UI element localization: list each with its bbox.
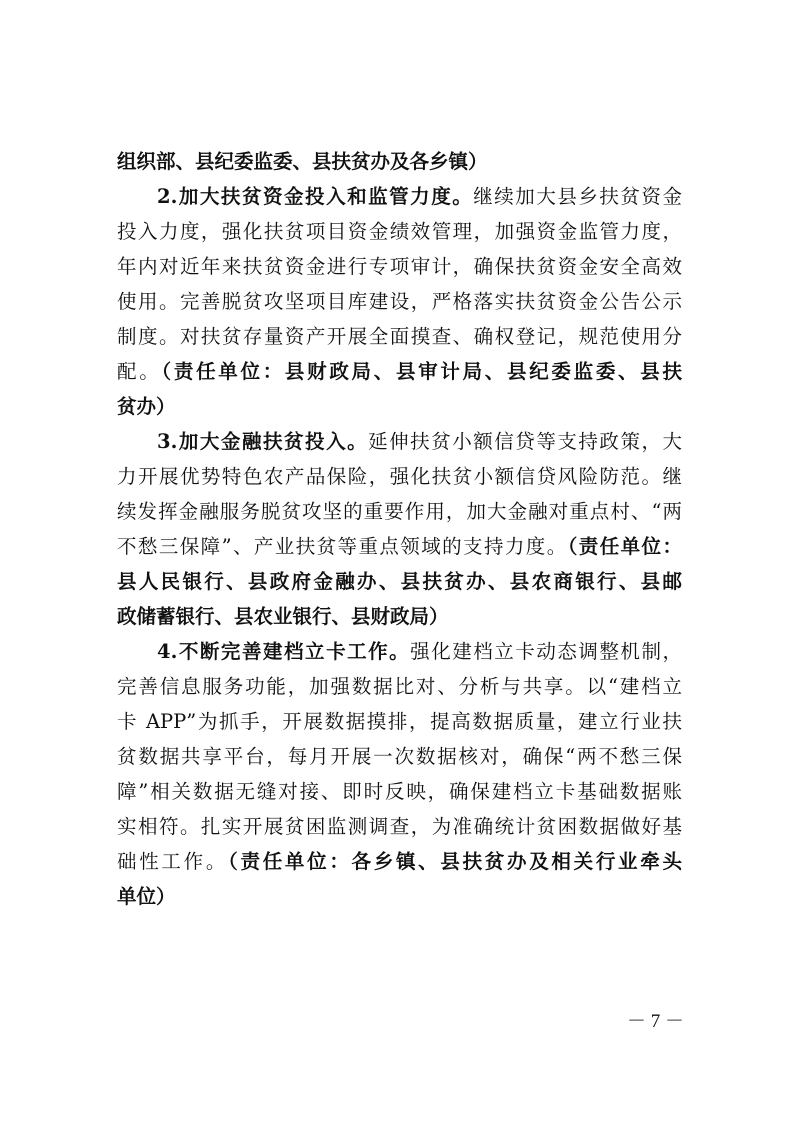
text-line-5 xyxy=(117,285,682,319)
section-3-heading: 3.加大金融扶贫投入。 xyxy=(157,430,369,453)
line-7-text: 配。 xyxy=(117,360,162,383)
responsibility-units-4: （责任单位：各乡镇、县扶贫办及相关行业牵头 xyxy=(228,850,682,873)
line-9-text: 延伸扶贫小额信贷等支持政策，大 xyxy=(368,430,682,453)
text-line-12 xyxy=(117,530,682,564)
line-13-text: 县人民银行、县政府金融办、县扶贫办、县农商银行、县邮 xyxy=(117,570,682,593)
text-line-16 xyxy=(117,670,682,704)
text-line-10 xyxy=(117,460,682,494)
line-22-text: 单位） xyxy=(117,885,176,908)
section-4-heading: 4.不断完善建档立卡工作。 xyxy=(157,640,411,663)
line-12-text: 不愁三保障”、产业扶贫等重点领域的支持力度。 xyxy=(117,535,568,558)
text-line-8 xyxy=(117,390,682,424)
text-line-2 xyxy=(157,180,682,214)
line-21-text: 础性工作。 xyxy=(117,850,229,873)
text-line-11 xyxy=(117,495,682,529)
line-1-text: 组织部、县纪委监委、县扶贫办及各乡镇） xyxy=(117,150,488,173)
line-8-text: 贫办） xyxy=(117,395,176,418)
text-line-21 xyxy=(117,845,682,879)
section-2-heading: 2.加大扶贫资金投入和监管力度。 xyxy=(157,185,474,208)
line-20-text: 实相符。扎实开展贫困监测调查，为准确统计贫困数据做好基 xyxy=(117,815,682,838)
page-number: － 7 － xyxy=(626,1011,684,1032)
text-line-15 xyxy=(157,635,682,669)
line-11-text: 续发挥金融服务脱贫攻坚的重要作用，加大金融对重点村、“两 xyxy=(117,500,682,523)
line-5-text: 使用。完善脱贫攻坚项目库建设，严格落实扶贫资金公告公示 xyxy=(117,290,682,313)
text-line-13 xyxy=(117,565,682,599)
text-line-22 xyxy=(117,880,682,914)
line-19-text: 障”相关数据无缝对接、即时反映，确保建档立卡基础数据账 xyxy=(117,780,682,803)
line-4-text: 年内对近年来扶贫资金进行专项审计，确保扶贫资金安全高效 xyxy=(117,255,682,278)
line-10-text: 力开展优势特色农产品保险，强化扶贫小额信贷风险防范。继 xyxy=(117,465,682,488)
text-line-14 xyxy=(117,600,682,634)
line-14-text: 政储蓄银行、县农业银行、县财政局） xyxy=(117,605,449,628)
line-15-text: 强化建档立卡动态调整机制， xyxy=(410,640,682,663)
line-6-text: 制度。对扶贫存量资产开展全面摸查、确权登记，规范使用分 xyxy=(117,325,682,348)
text-line-3 xyxy=(117,215,682,249)
text-line-7 xyxy=(117,355,682,389)
text-line-17 xyxy=(117,705,682,739)
text-line-6 xyxy=(117,320,682,354)
text-line-20 xyxy=(117,810,682,844)
responsibility-units-2: （责任单位：县财政局、县审计局、县纪委监委、县扶 xyxy=(161,360,682,383)
line-17-text: 卡 APP”为抓手，开展数据摸排，提高数据质量，建立行业扶 xyxy=(117,710,682,733)
text-line-1 xyxy=(117,145,682,179)
text-line-4 xyxy=(117,250,682,284)
line-2-text: 继续加大县乡扶贫资金 xyxy=(473,185,682,208)
text-line-9 xyxy=(157,425,682,459)
responsibility-units-3-start: （责任单位： xyxy=(567,535,682,558)
text-line-18 xyxy=(117,740,682,774)
line-18-text: 贫数据共享平台，每月开展一次数据核对，确保“两不愁三保 xyxy=(117,745,682,768)
text-line-19 xyxy=(117,775,682,809)
line-3-text: 投入力度，强化扶贫项目资金绩效管理，加强资金监管力度， xyxy=(117,220,682,243)
line-16-text: 完善信息服务功能，加强数据比对、分析与共享。以“建档立 xyxy=(117,675,682,698)
